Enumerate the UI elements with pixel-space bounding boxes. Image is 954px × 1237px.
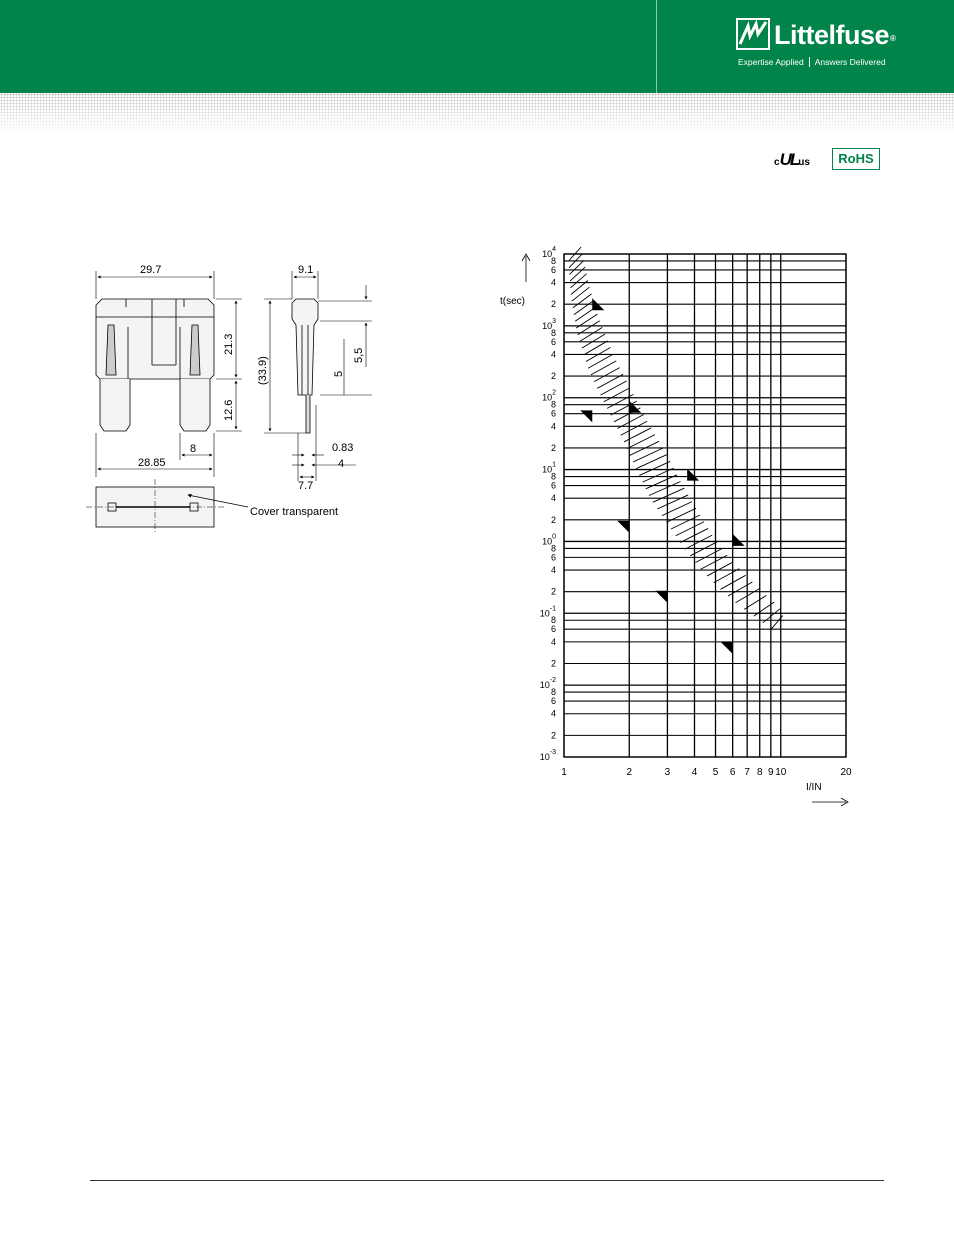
tagline-right: Answers Delivered xyxy=(814,57,886,67)
x-tick-label: 8 xyxy=(756,767,763,778)
y-decade-label: $10^0$ xyxy=(542,533,556,547)
y-minor-label: 8 xyxy=(550,471,556,482)
ul-us-label: us xyxy=(798,157,810,168)
y-minor-label: 4 xyxy=(550,493,556,504)
limit-marker xyxy=(580,410,592,422)
brand-name xyxy=(774,18,895,52)
dim-blade-thickness: 0.83 xyxy=(332,442,354,454)
y-minor-label: 8 xyxy=(550,687,556,698)
dotted-pattern-band xyxy=(0,93,954,133)
dim-side-7-7: 7.7 xyxy=(298,480,314,492)
y-minor-label: 8 xyxy=(550,327,556,338)
ul-recognized-mark xyxy=(774,150,810,170)
dim-height-lower: 12.6 xyxy=(223,399,235,421)
brand-name-text: Littelfuse xyxy=(774,20,890,50)
y-minor-label: 2 xyxy=(550,514,556,525)
dim-side-4: 4 xyxy=(338,458,345,470)
band-hatch xyxy=(662,502,692,516)
band-hatch xyxy=(653,488,684,502)
chart-grid xyxy=(564,254,846,757)
y-minor-label: 6 xyxy=(550,264,556,275)
band-hatch xyxy=(572,287,590,301)
footer-rule xyxy=(90,1180,884,1181)
band-hatch xyxy=(582,334,605,348)
band-hatch xyxy=(594,368,620,382)
limit-marker xyxy=(687,469,699,481)
x-tick-label: 6 xyxy=(729,767,736,778)
band-hatch xyxy=(580,327,603,341)
y-minor-label: 2 xyxy=(550,442,556,453)
band-hatch xyxy=(728,582,752,596)
x-tick-label: 4 xyxy=(691,767,698,778)
y-decade-label: $10^{-2}$ xyxy=(539,677,556,691)
dim-height-upper: 21.3 xyxy=(223,333,235,355)
y-minor-label: 2 xyxy=(550,730,556,741)
y-minor-label: 6 xyxy=(550,408,556,419)
chart-xlabel: I/IN xyxy=(806,782,822,793)
dim-width-bottom: 28.85 xyxy=(138,457,166,469)
fuse-dimension-drawing xyxy=(80,255,380,535)
y-minor-label: 4 xyxy=(550,565,556,576)
y-minor-label: 4 xyxy=(550,421,556,432)
y-decade-label: $10^{-1}$ xyxy=(539,605,556,619)
x-tick-label: 1 xyxy=(561,767,567,778)
y-minor-label: 4 xyxy=(550,636,556,647)
y-minor-label: 8 xyxy=(550,615,556,626)
x-tick-label: 20 xyxy=(840,767,852,778)
band-hatch xyxy=(573,294,592,308)
y-minor-label: 6 xyxy=(550,624,556,635)
limit-marker xyxy=(617,521,629,533)
y-minor-label: 4 xyxy=(550,349,556,360)
y-decade-label: $10^{-3}$ xyxy=(539,749,556,762)
band-hatch xyxy=(588,354,613,368)
y-minor-label: 6 xyxy=(550,552,556,563)
dim-side-5-5: 5,5 xyxy=(353,347,365,363)
dim-width-top: 29.7 xyxy=(140,264,162,276)
tagline-separator xyxy=(809,57,810,67)
limit-marker xyxy=(655,591,667,603)
band-hatch xyxy=(570,260,584,274)
band-hatch xyxy=(584,341,608,355)
y-minor-label: 8 xyxy=(550,543,556,554)
dim-blade-width: 8 xyxy=(190,443,197,455)
band-hatch xyxy=(601,381,627,395)
band-hatch xyxy=(633,448,663,462)
littelfuse-logo-icon xyxy=(736,18,770,50)
y-minor-label: 8 xyxy=(550,255,556,266)
chart-ylabel: t(sec) xyxy=(500,296,525,307)
cover-transparent-label: Cover transparent xyxy=(250,506,339,518)
band-hatch xyxy=(657,495,688,509)
ul-c-label: c xyxy=(774,157,780,168)
y-decade-label: $10^3$ xyxy=(542,317,556,331)
band-hatch xyxy=(624,428,651,442)
x-tick-label: 2 xyxy=(626,767,633,778)
y-minor-label: 2 xyxy=(550,658,556,669)
ul-logo-text: UL xyxy=(779,150,799,169)
y-minor-label: 2 xyxy=(550,299,556,310)
band-hatch xyxy=(636,455,667,469)
tagline-left: Expertise Applied xyxy=(738,57,804,67)
band-hatch xyxy=(627,435,655,449)
brand-tagline xyxy=(738,57,886,67)
registered-mark: ® xyxy=(890,34,896,43)
limit-marker xyxy=(733,534,745,546)
y-minor-label: 6 xyxy=(550,336,556,347)
band-hatch xyxy=(574,301,593,315)
y-minor-label: 4 xyxy=(550,277,556,288)
x-tick-label: 9 xyxy=(768,767,774,778)
y-minor-label: 4 xyxy=(550,708,556,719)
dim-side-width: 9.1 xyxy=(298,264,314,276)
band-hatch xyxy=(639,461,670,475)
y-decade-label: $10^2$ xyxy=(542,389,556,403)
y-minor-label: 6 xyxy=(550,480,556,491)
x-tick-label: 7 xyxy=(744,767,750,778)
chart-frame xyxy=(564,254,846,757)
limit-marker xyxy=(721,642,733,654)
y-decade-label: $10^4$ xyxy=(542,246,556,259)
band-hatch xyxy=(570,267,585,281)
y-minor-label: 6 xyxy=(550,696,556,707)
x-tick-label: 3 xyxy=(664,767,671,778)
band-hatch xyxy=(570,274,586,288)
chart-x-tick-labels xyxy=(561,767,852,778)
y-minor-label: 8 xyxy=(550,399,556,410)
certification-marks xyxy=(774,148,884,172)
y-minor-label: 2 xyxy=(550,371,556,382)
band-hatch xyxy=(649,482,681,496)
y-decade-label: $10^1$ xyxy=(542,461,556,475)
band-hatch xyxy=(671,515,700,529)
header-banner xyxy=(0,0,954,93)
rohs-badge: RoHS xyxy=(832,148,880,170)
band-hatch xyxy=(676,522,704,536)
band-hatch xyxy=(604,388,630,402)
x-tick-label: 5 xyxy=(712,767,719,778)
x-tick-label: 10 xyxy=(775,767,787,778)
brand-logo[interactable] xyxy=(736,18,926,74)
chart-y-tick-labels xyxy=(540,246,556,762)
band-hatch xyxy=(621,421,647,435)
band-hatch xyxy=(591,361,616,375)
dim-side-5: 5 xyxy=(333,370,345,377)
dim-overall-height: (33.9) xyxy=(257,356,269,385)
header-divider xyxy=(656,0,657,93)
time-current-chart xyxy=(490,230,870,820)
y-minor-label: 2 xyxy=(550,586,556,597)
